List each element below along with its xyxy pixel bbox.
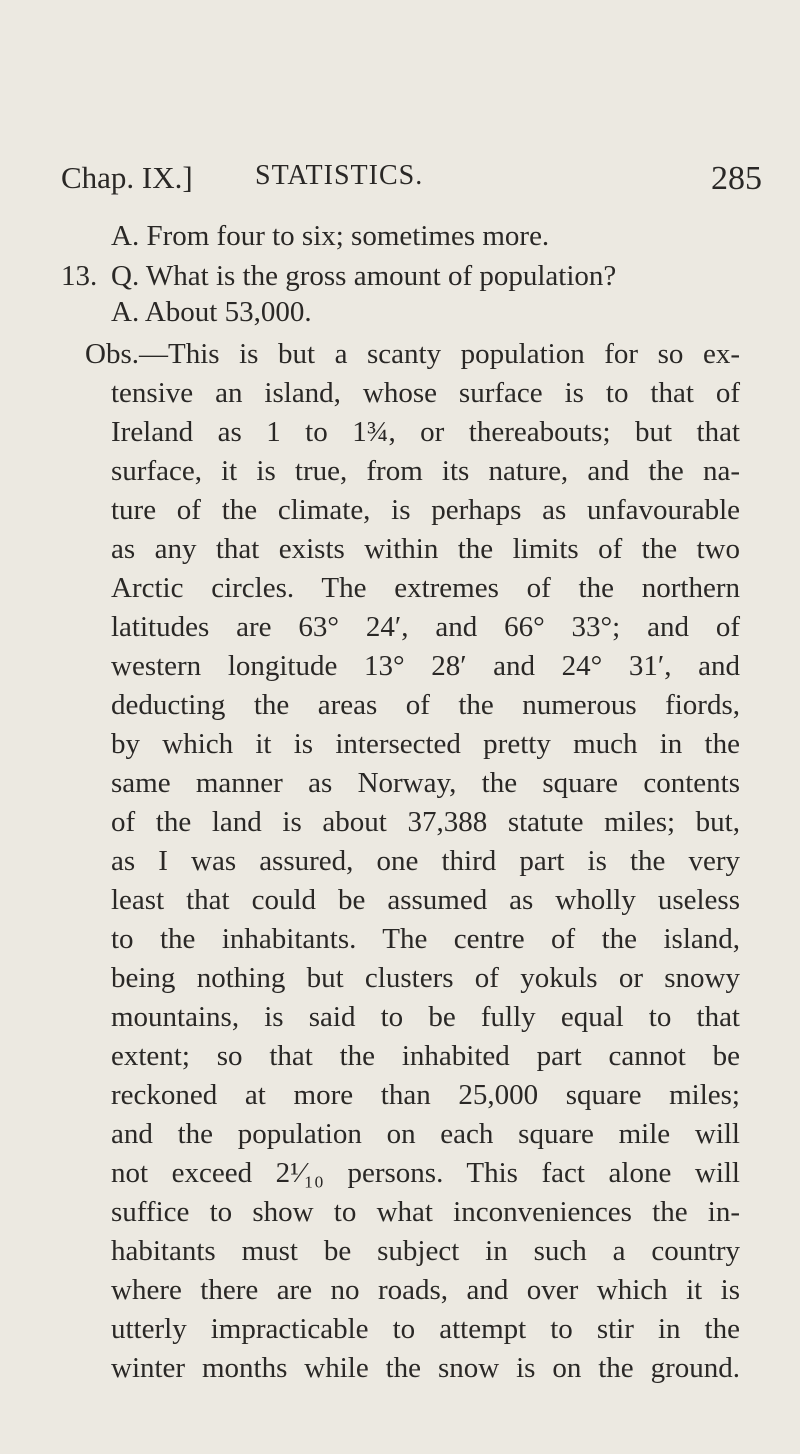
text-line: of the land is about 37,388 statute miles; but, xyxy=(111,806,740,838)
text-line: being nothing but clusters of yokuls or snowy xyxy=(111,962,740,994)
text-line: western longitude 13° 28′ and 24° 31′, and xyxy=(111,650,740,682)
text-line: reckoned at more than 25,000 square miles; xyxy=(111,1079,740,1111)
text-line: surface, it is true, from its nature, and the na- xyxy=(111,455,740,487)
text-line: habitants must be subject in such a country xyxy=(111,1235,740,1267)
page-number: 285 xyxy=(711,160,762,197)
text-line: same manner as Norway, the square contents xyxy=(111,767,740,799)
text-line: mountains, is said to be fully equal to that xyxy=(111,1001,740,1033)
text-line: suffice to show to what inconveniences the in- xyxy=(111,1196,740,1228)
text-line: and the population on each square mile will xyxy=(111,1118,740,1150)
text-line: tensive an island, whose surface is to that of xyxy=(111,377,740,409)
text-line: least that could be assumed as wholly useless xyxy=(111,884,740,916)
text-line: as I was assured, one third part is the very xyxy=(111,845,740,877)
text-line: to the inhabitants. The centre of the island, xyxy=(111,923,740,955)
text-line: latitudes are 63° 24′, and 66° 33°; and of xyxy=(111,611,740,643)
text-line: utterly impracticable to attempt to stir in the xyxy=(111,1313,740,1345)
text-line: A. About 53,000. xyxy=(111,296,312,328)
text-line: extent; so that the inhabited part cannot be xyxy=(111,1040,740,1072)
text-line: as any that exists within the limits of the two xyxy=(111,533,740,565)
text-line: Ireland as 1 to 1¾, or thereabouts; but that xyxy=(111,416,740,448)
text-line: by which it is intersected pretty much in the xyxy=(111,728,740,760)
text-line-question: 13. Q. What is the gross amount of population? xyxy=(61,260,617,292)
text-line: winter months while the snow is on the ground. xyxy=(111,1352,740,1384)
text-line: A. From four to six; sometimes more. xyxy=(111,220,550,252)
text-line: ture of the climate, is perhaps as unfavourable xyxy=(111,494,740,526)
running-header xyxy=(61,160,762,200)
text-line: not exceed 2¹⁄₁₀ persons. This fact alone will xyxy=(111,1157,740,1189)
chapter-label: Chap. IX.] xyxy=(61,160,193,195)
running-title: STATISTICS. xyxy=(255,160,424,191)
text-line: Obs.—This is but a scanty population for so ex- xyxy=(85,338,740,370)
text-line: where there are no roads, and over which it is xyxy=(111,1274,740,1306)
question-number: 13. xyxy=(61,260,98,292)
text-line: deducting the areas of the numerous fiords, xyxy=(111,689,740,721)
text-line: Arctic circles. The extremes of the northern xyxy=(111,572,740,604)
